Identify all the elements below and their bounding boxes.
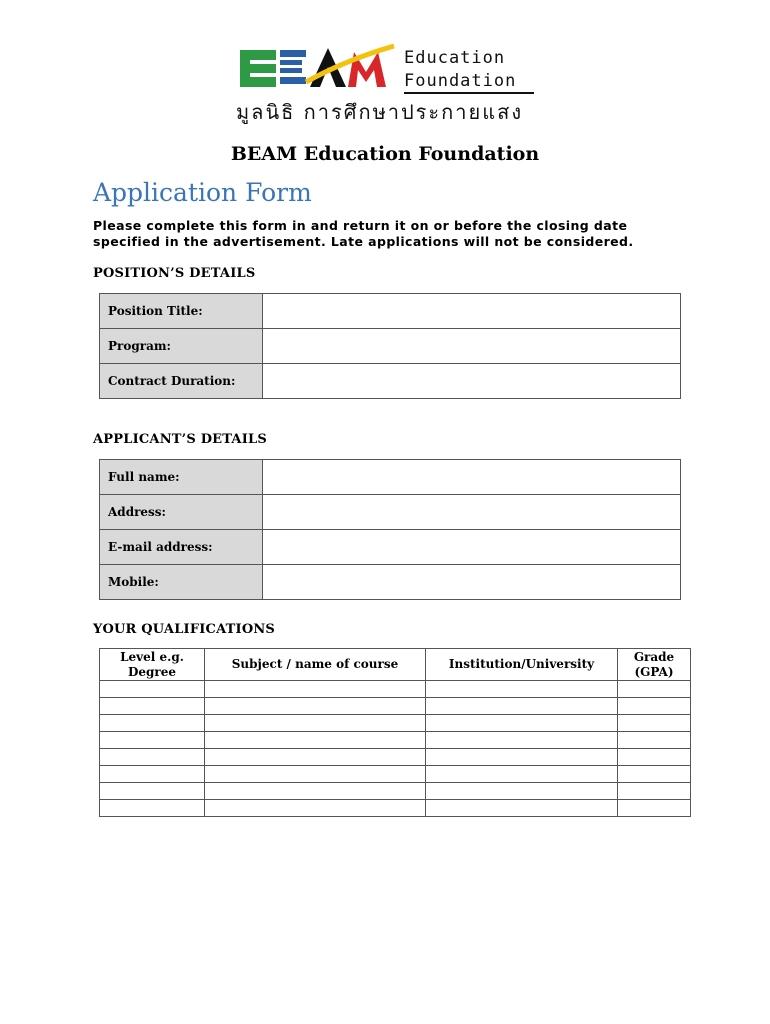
beam-logo-mark: [236, 42, 406, 94]
qual-institution-cell[interactable]: [426, 732, 618, 749]
qual-level-cell[interactable]: [100, 732, 205, 749]
table-row: [100, 681, 691, 698]
qual-subject-cell[interactable]: [205, 800, 426, 817]
applicant-section-heading: APPLICANT’S DETAILS: [93, 432, 267, 447]
col-grade-header: [618, 649, 691, 681]
logo-education-text: Education: [404, 48, 506, 68]
logo-thai-text: มูลนิธิ การศึกษาประกายแสง: [236, 100, 524, 124]
qual-grade-cell[interactable]: [618, 698, 691, 715]
table-row: [100, 715, 691, 732]
qual-subject-cell[interactable]: [205, 715, 426, 732]
address-label: Address:: [100, 495, 263, 530]
table-row: [100, 732, 691, 749]
qual-institution-cell[interactable]: [426, 681, 618, 698]
position-section-heading: POSITION’S DETAILS: [93, 266, 256, 281]
contract-duration-field[interactable]: [263, 364, 681, 399]
qual-institution-cell[interactable]: [426, 800, 618, 817]
table-row: [100, 460, 681, 495]
qual-subject-cell[interactable]: [205, 749, 426, 766]
full-name-label: Full name:: [100, 460, 263, 495]
col-grade-line1: Grade: [633, 649, 675, 664]
intro-text: Please complete this form in and return it on or before the closing date specified in the advertisement. Late applications will not be considered.: [93, 218, 634, 249]
qual-subject-cell[interactable]: [205, 783, 426, 800]
col-level-line1: Level e.g.: [120, 649, 184, 664]
qual-level-cell[interactable]: [100, 766, 205, 783]
program-label: Program:: [100, 329, 263, 364]
table-row: [100, 749, 691, 766]
full-name-field[interactable]: [263, 460, 681, 495]
applicant-details-table: [99, 459, 681, 600]
table-row: [100, 565, 681, 600]
col-grade-line2: (GPA): [634, 664, 674, 679]
table-row: [100, 329, 681, 364]
qual-subject-cell[interactable]: [205, 766, 426, 783]
qual-subject-cell[interactable]: [205, 698, 426, 715]
qual-level-cell[interactable]: [100, 681, 205, 698]
col-level-line2: Degree: [127, 664, 177, 679]
table-row: [100, 294, 681, 329]
position-details-table: [99, 293, 681, 399]
col-institution-header: Institution/University: [426, 649, 618, 681]
mobile-field[interactable]: [263, 565, 681, 600]
logo-foundation-text: Foundation: [404, 71, 517, 91]
address-field[interactable]: [263, 495, 681, 530]
position-title-label: Position Title:: [100, 294, 263, 329]
table-row: [100, 800, 691, 817]
qual-grade-cell[interactable]: [618, 732, 691, 749]
qual-institution-cell[interactable]: [426, 698, 618, 715]
table-row: [100, 530, 681, 565]
qual-grade-cell[interactable]: [618, 715, 691, 732]
beam-logo: [236, 42, 536, 122]
position-title-field[interactable]: [263, 294, 681, 329]
mobile-label: Mobile:: [100, 565, 263, 600]
logo-divider: [404, 92, 534, 94]
table-header-row: [100, 649, 691, 681]
qualifications-table: [99, 648, 691, 817]
qual-institution-cell[interactable]: [426, 715, 618, 732]
qual-institution-cell[interactable]: [426, 783, 618, 800]
form-title: Application Form: [93, 178, 312, 207]
table-row: [100, 783, 691, 800]
qual-grade-cell[interactable]: [618, 681, 691, 698]
program-field[interactable]: [263, 329, 681, 364]
table-row: [100, 698, 691, 715]
email-label: E-mail address:: [100, 530, 263, 565]
qual-subject-cell[interactable]: [205, 681, 426, 698]
col-subject-header: Subject / name of course: [205, 649, 426, 681]
email-field[interactable]: [263, 530, 681, 565]
qual-level-cell[interactable]: [100, 783, 205, 800]
qualifications-rows: [100, 681, 691, 817]
qual-grade-cell[interactable]: [618, 783, 691, 800]
qual-level-cell[interactable]: [100, 698, 205, 715]
qual-level-cell[interactable]: [100, 800, 205, 817]
qual-grade-cell[interactable]: [618, 800, 691, 817]
qualifications-section-heading: YOUR QUALIFICATIONS: [93, 622, 276, 637]
qual-level-cell[interactable]: [100, 715, 205, 732]
qual-subject-cell[interactable]: [205, 732, 426, 749]
qual-level-cell[interactable]: [100, 749, 205, 766]
qual-grade-cell[interactable]: [618, 766, 691, 783]
col-level-header: [100, 649, 205, 681]
contract-duration-label: Contract Duration:: [100, 364, 263, 399]
org-title: BEAM Education Foundation: [230, 143, 540, 165]
qual-institution-cell[interactable]: [426, 749, 618, 766]
table-row: [100, 364, 681, 399]
table-row: [100, 495, 681, 530]
qual-grade-cell[interactable]: [618, 749, 691, 766]
table-row: [100, 766, 691, 783]
qual-institution-cell[interactable]: [426, 766, 618, 783]
